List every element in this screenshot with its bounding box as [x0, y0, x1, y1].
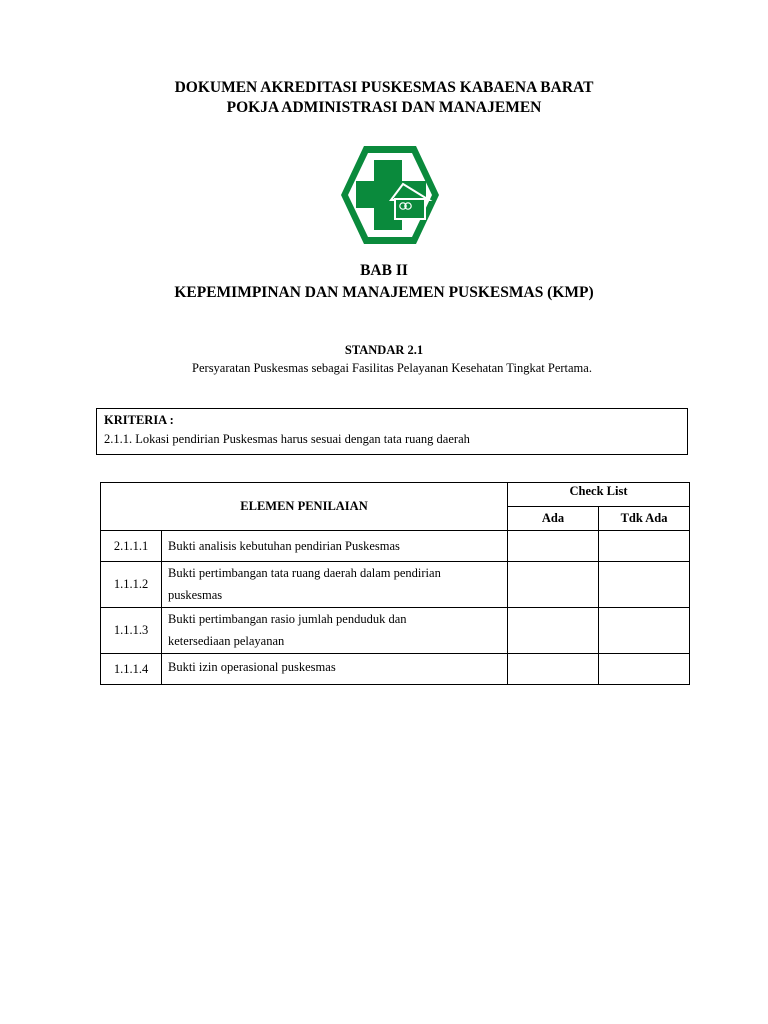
row-description: [162, 608, 508, 654]
row-description-line: ketersediaan pelayanan: [168, 634, 285, 648]
table-row: [101, 531, 690, 562]
row-description: [162, 654, 508, 685]
ada-checkbox-cell[interactable]: [508, 654, 599, 685]
standard-title: STANDAR 2.1: [344, 343, 424, 357]
ada-checkbox-cell[interactable]: [508, 562, 599, 608]
row-description-line: Bukti pertimbangan tata ruang daerah dalam pendirian: [168, 566, 441, 580]
criteria-box: [96, 408, 688, 455]
header-tdk-ada: Tdk Ada: [599, 507, 690, 531]
header-line-1: DOKUMEN AKREDITASI PUSKESMAS KABAENA BARAT: [174, 79, 594, 96]
row-code: 2.1.1.1: [101, 531, 162, 562]
chapter-heading: [0, 260, 768, 304]
header-check-list: Check List: [508, 483, 690, 507]
tdk-ada-checkbox-cell[interactable]: [599, 654, 690, 685]
row-description: [162, 562, 508, 608]
assessment-table: [100, 482, 690, 685]
chapter-title: KEPEMIMPINAN DAN MANAJEMEN PUSKESMAS (KMP): [174, 284, 594, 301]
table-row: [101, 608, 690, 654]
row-code: 1.1.1.4: [101, 654, 162, 685]
header-line-2: POKJA ADMINISTRASI DAN MANAJEMEN: [226, 99, 542, 116]
row-code: 1.1.1.2: [101, 562, 162, 608]
tdk-ada-checkbox-cell[interactable]: [599, 608, 690, 654]
tdk-ada-checkbox-cell[interactable]: [599, 562, 690, 608]
standard-description: Persyaratan Puskesmas sebagai Fasilitas Pelayanan Kesehatan Tingkat Pertama.: [192, 361, 592, 375]
row-description-line: Bukti analisis kebutuhan pendirian Puskesmas: [168, 539, 400, 553]
table-row: [101, 654, 690, 685]
row-code: 1.1.1.3: [101, 608, 162, 654]
row-description: [162, 531, 508, 562]
row-description-line: Bukti izin operasional puskesmas: [168, 660, 336, 674]
row-description-line: Bukti pertimbangan rasio jumlah penduduk dan: [168, 612, 407, 626]
ada-checkbox-cell[interactable]: [508, 608, 599, 654]
criteria-text: 2.1.1. Lokasi pendirian Puskesmas harus sesuai dengan tata ruang daerah: [104, 432, 470, 446]
tdk-ada-checkbox-cell[interactable]: [599, 531, 690, 562]
document-header: [0, 78, 768, 118]
chapter-number: BAB II: [360, 262, 408, 279]
ada-checkbox-cell[interactable]: [508, 531, 599, 562]
header-ada: Ada: [508, 507, 599, 531]
criteria-label: KRITERIA :: [104, 413, 174, 427]
table-row: [101, 562, 690, 608]
row-description-line: puskesmas: [168, 588, 223, 602]
puskesmas-logo-icon: [339, 144, 441, 246]
header-elemen-penilaian: ELEMEN PENILAIAN: [101, 483, 508, 531]
